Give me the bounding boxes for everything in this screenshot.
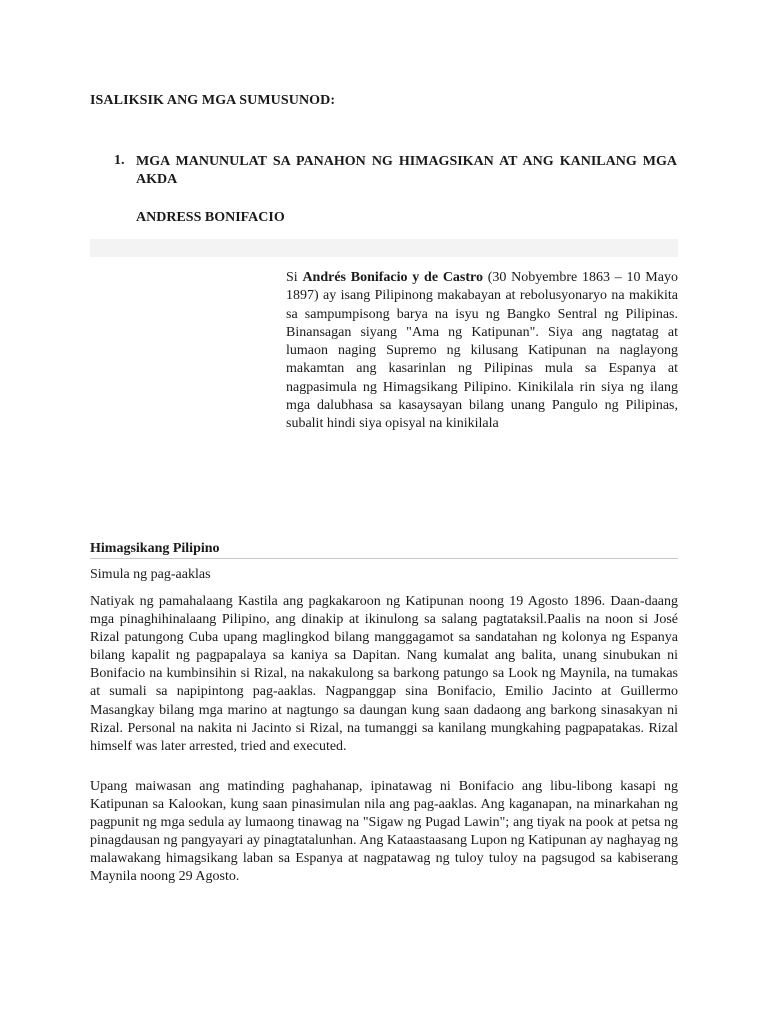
bio-prefix: Si — [286, 270, 303, 285]
biography-paragraph — [286, 269, 678, 434]
body-paragraph: Upang maiwasan ang matinding paghahanap, ipinatawag ni Bonifacio ang libu-libong kasapi ng Katipunan sa Kalookan, kung saan pinasimulan nila ang pag-aaklas. Ang kaganapan, na minarkahan ng pagpunit ng mga sedula ay lumaong tinawag na "Sigaw ng Pugad Lawin"; ang tiyak na pook at petsa ng pinagdausan ng pangyayari ay pinagtatalunhan. Ang Kataastaasang Lupon ng Katipunan ay naghayag ng malawakang himagsikang laban sa Espanya at nagpatawag ng tuloy tuloy na pagsugod sa kabiserang Maynila noong 29 Agosto. — [90, 779, 678, 885]
section-subheading: Simula ng pag-aaklas — [90, 567, 211, 582]
list-item-number: 1. — [114, 153, 125, 168]
author-name-heading: ANDRESS BONIFACIO — [136, 210, 285, 225]
bio-full-name: Andrés Bonifacio y de Castro — [302, 270, 483, 285]
section-title: Himagsikang Pilipino — [90, 541, 220, 556]
section-underline — [90, 558, 678, 559]
section-divider-band — [90, 239, 678, 257]
list-item-title: MGA MANUNULAT SA PANAHON NG HIMAGSIKAN AT ANG KANILANG MGA AKDA — [136, 154, 677, 187]
body-paragraph: Natiyak ng pamahalaang Kastila ang pagkakaroon ng Katipunan noong 19 Agosto 1896. Daan-daang mga pinaghihinalaang Pilipino, ang dinakip at ikinulong sa salang pagtataksil.Paalis na noon si José Rizal patungong Cuba upang maglingkod bilang manggagamot sa sandatahan ng kolonya ng Espanya bilang kapalit ng pagpapalaya sa kaniya sa Dapitan. Nang kumalat ang balita, unang sinubukan ni Bonifacio na kumbinsihin si Rizal, na nakakulong sa barkong patungo sa Look ng Maynila, na tumakas at sumali sa napipintong pag-aaklas. Nagpanggap sina Bonifacio, Emilio Jacinto at Guillermo Masangkay bilang mga marino at nagtungo sa daungan kung saan dadaong ang barkong sinasakyan ni Rizal. Personal na nakita ni Jacinto si Rizal, na tumanggi sa kanilang mungkahing pagpapatakas. Rizal himself was later arrested, tried and executed. — [90, 594, 678, 754]
bio-text: (30 Nobyembre 1863 – 10 Mayo 1897) ay isang Pilipinong makabayan at rebolusyonaryo na makikita sa sampumpisong barya na isyu ng Bangko Sentral ng Pilipinas. Binansagan siyang "Ama ng Katipunan". Siya ang nagtatag at lumaon naging Supremo ng kilusang Katipunan na naglayong makamtan ang kasarinlan ng Pilipinas mula sa Espanya at nagpasimula ng Himagsikang Pilipino. Kinikilala rin siya ng ilang mga dalubhasa sa kasaysayan bilang unang Pangulo ng Pilipinas, subalit hindi siya opisyal na kinikilala — [286, 270, 678, 432]
assignment-heading: ISALIKSIK ANG MGA SUMUSUNOD: — [90, 93, 336, 108]
